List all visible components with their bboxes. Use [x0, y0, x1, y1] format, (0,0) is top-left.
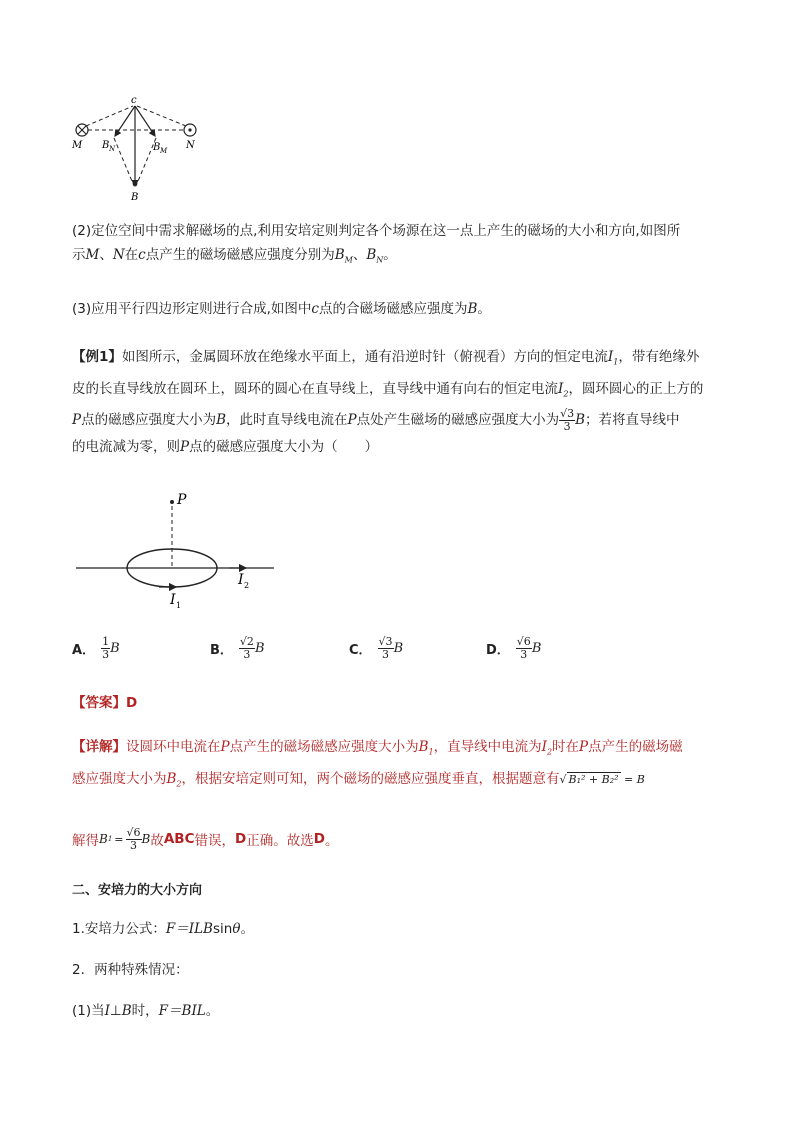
detail-P1: P — [220, 739, 230, 755]
label-BN: B — [102, 140, 110, 151]
option-d-den: 3 — [520, 647, 528, 661]
option-c-var: B — [393, 640, 404, 656]
section2-p3-end: 。 — [205, 1003, 220, 1019]
example-frac-num: √3 — [560, 406, 575, 420]
example-tag: 【例1】 — [72, 349, 122, 365]
step2-N: N — [112, 247, 125, 263]
detail-B2-sub: 2 — [176, 779, 182, 789]
example-I2: I — [558, 380, 564, 397]
step2-BM-sub: M — [344, 255, 353, 265]
example-l3b: ，此时直导线电流在 — [226, 412, 348, 429]
option-a-den: 3 — [102, 647, 110, 661]
detail-formula: √ B₁² + B₂² = B — [559, 772, 645, 786]
step2-text-1: (2)定位空间中需求解磁场的点,利用安培定则判定各个场源在这一点上产生的磁场的大小和方向,如图所 — [72, 223, 681, 239]
section2-p3-B: B — [121, 1003, 132, 1019]
option-b-fraction — [239, 636, 255, 661]
detail-formula-rhs: = B — [624, 772, 645, 786]
option-d-fraction — [516, 636, 532, 661]
detail-D1: D — [235, 831, 247, 847]
label-I1-sub: 1 — [176, 601, 182, 610]
option-d[interactable] — [486, 628, 541, 668]
detail-sol-B: B — [99, 832, 108, 846]
example-I2-sub: 2 — [563, 389, 569, 399]
line-M-c — [86, 106, 133, 126]
example-l4a: 的电流减为零，则 — [72, 439, 180, 456]
step3-text-1: (3)应用平行四边形定则进行合成,如图中 — [72, 301, 312, 317]
detail-solution-line — [72, 822, 338, 856]
step2-M: M — [85, 247, 100, 263]
detail-l2b: ，根据安培定则可知，两个磁场的磁感应强度垂直，根据题意有 — [181, 770, 560, 787]
label-I1: I — [170, 592, 176, 608]
example-B: B — [216, 412, 227, 429]
answer-line — [72, 691, 137, 711]
detail-l1d: 时在 — [552, 739, 580, 755]
detail-tag: 【详解】 — [72, 739, 126, 755]
step3-c: c — [311, 301, 319, 317]
option-a-var: B — [110, 640, 120, 656]
section2-p3-I: I — [104, 1003, 110, 1019]
section2-formula-line — [72, 917, 254, 937]
detail-l3b: 故 — [150, 833, 164, 849]
detail-B2: B — [166, 770, 177, 787]
section2-p3-F: F＝BIL — [158, 1003, 206, 1019]
section2-p1a: 1.安培力公式： — [72, 921, 166, 937]
option-b-num: √2 — [239, 634, 254, 648]
line-N-c — [137, 106, 186, 126]
label-M: M — [72, 140, 83, 151]
detail-B1-sub: 1 — [428, 747, 434, 757]
point-P — [170, 500, 174, 504]
label-I2-sub: 2 — [244, 581, 250, 590]
example-l2a: 皮的长直导线放在圆环上，圆环的圆心在直导线上，直导线中通有向右的恒定电流 — [72, 380, 558, 397]
option-a-num: 1 — [102, 634, 110, 648]
example-I1-sub: 1 — [613, 357, 619, 367]
detail-sol-fraction — [126, 827, 142, 852]
example-B2: B — [575, 412, 586, 429]
label-I2: I — [238, 572, 244, 588]
option-b-var: B — [254, 640, 265, 656]
example-l4b: 点的磁感应强度大小为（ ） — [189, 439, 379, 456]
step2-text-4: 点产生的磁场磁感应强度分别为 — [145, 247, 335, 263]
label-N: N — [186, 140, 195, 151]
label-BM-sub: M — [160, 147, 168, 155]
detail-P2: P — [579, 739, 589, 755]
example-P: P — [72, 412, 82, 429]
option-a[interactable] — [72, 628, 120, 668]
step2-c: c — [138, 247, 146, 263]
example-l1a: 如图所示，金属圆环放在绝缘水平面上，通有沿逆时针（俯视看）方向的恒定电流 — [121, 349, 608, 365]
option-d-label: D． — [486, 642, 510, 658]
step3-paragraph — [72, 300, 724, 319]
option-c-label: C． — [349, 642, 372, 658]
example-fraction — [559, 408, 575, 433]
option-b-label: B． — [210, 642, 233, 658]
step3-text-2: 点的合磁场磁感应强度为 — [318, 301, 468, 317]
example-I1: I — [607, 349, 614, 365]
vector-BM — [135, 106, 155, 136]
section2-p1-sin: sin — [212, 921, 233, 937]
section2-p1-end: 。 — [240, 921, 254, 937]
section2-p3a: (1)当 — [72, 1003, 105, 1019]
step2-paragraph — [72, 219, 724, 273]
detail-abc: ABC — [163, 831, 195, 847]
detail-sol-var: B — [141, 832, 151, 846]
detail-l3c: 错误， — [194, 833, 236, 849]
detail-l1b: 点产生的磁场磁感应强度大小为 — [229, 739, 419, 755]
section2-p3b: 时， — [131, 1003, 159, 1019]
detail-B1: B — [418, 739, 429, 755]
example-P3: P — [180, 439, 190, 456]
section2-special-cases: 2．两种特殊情况： — [72, 962, 189, 978]
example-l2b: ，圆环圆心的正上方的 — [568, 380, 704, 397]
detail-I2-sub: 2 — [546, 747, 553, 757]
step3-end: 。 — [477, 301, 491, 317]
detail-sol-num: √6 — [126, 825, 141, 839]
step2-BM: B — [334, 247, 345, 263]
detail-l3e: 。 — [324, 833, 339, 849]
detail-l1a: 设圆环中电流在 — [126, 739, 221, 755]
detail-l1e: 点产生的磁场磁 — [588, 739, 683, 755]
example-l3a: 点的磁感应强度大小为 — [81, 412, 217, 429]
option-a-label: A． — [72, 642, 96, 658]
step2-text-3: 在 — [124, 247, 139, 263]
option-d-num: √6 — [516, 634, 531, 648]
figure-field-superposition — [70, 96, 210, 204]
detail-D2: D — [313, 831, 325, 847]
figure-ring-and-wire — [74, 490, 280, 612]
vector-BN — [115, 106, 135, 136]
section2-case1 — [72, 999, 219, 1019]
label-B: B — [131, 192, 139, 203]
example-frac-den: 3 — [563, 419, 571, 433]
option-c-fraction — [378, 636, 394, 661]
option-c[interactable] — [349, 628, 403, 668]
detail-l3a: 解得 — [72, 833, 99, 849]
step2-BN: B — [366, 247, 377, 263]
example-P2: P — [347, 412, 357, 429]
label-BM: B — [153, 142, 161, 153]
step2-sep2: 、 — [352, 247, 367, 263]
option-d-var: B — [531, 640, 542, 656]
detail-l3d: 正确。故选 — [246, 833, 314, 849]
section2-p1-theta: θ — [232, 921, 241, 937]
example-question — [72, 344, 724, 461]
detail-l1c: ，直导线中电流为 — [433, 739, 542, 755]
detail-sol-eq: = — [114, 832, 124, 846]
example-l3d: ；若将直导线中 — [585, 412, 680, 429]
answer-value: D — [126, 695, 138, 711]
label-BN-sub: N — [109, 145, 116, 153]
example-l3c: 点处产生磁场的磁感应强度大小为 — [356, 412, 560, 429]
step2-text-2: 示 — [72, 247, 86, 263]
dash-BN-B — [114, 138, 134, 186]
option-a-fraction — [101, 636, 110, 661]
option-c-num: √3 — [378, 634, 393, 648]
step2-end: 。 — [383, 247, 397, 263]
option-b[interactable] — [210, 628, 265, 668]
answer-tag: 【答案】 — [72, 695, 126, 711]
step2-BN-sub: N — [376, 255, 384, 265]
option-c-den: 3 — [382, 647, 390, 661]
option-b-den: 3 — [243, 647, 251, 661]
section2-p1-formula: F＝ILB — [165, 921, 213, 937]
step2-sep1: 、 — [99, 247, 113, 263]
example-l1b: ，带有绝缘外 — [618, 349, 700, 365]
detail-sol-sub: 1 — [107, 835, 113, 843]
section2-p3-perp: ⊥ — [109, 1003, 122, 1019]
detail-formula-radicand: B₁² + B₂² — [568, 772, 619, 786]
detail-sol-den: 3 — [130, 838, 138, 852]
detail-I2: I — [541, 739, 547, 755]
step3-B: B — [467, 301, 478, 317]
detail-paragraph — [72, 734, 724, 797]
section2-heading: 二、安培力的大小方向 — [72, 883, 203, 898]
label-P: P — [177, 492, 187, 508]
label-c: c — [131, 96, 137, 106]
detail-l2a: 感应强度大小为 — [72, 770, 167, 787]
